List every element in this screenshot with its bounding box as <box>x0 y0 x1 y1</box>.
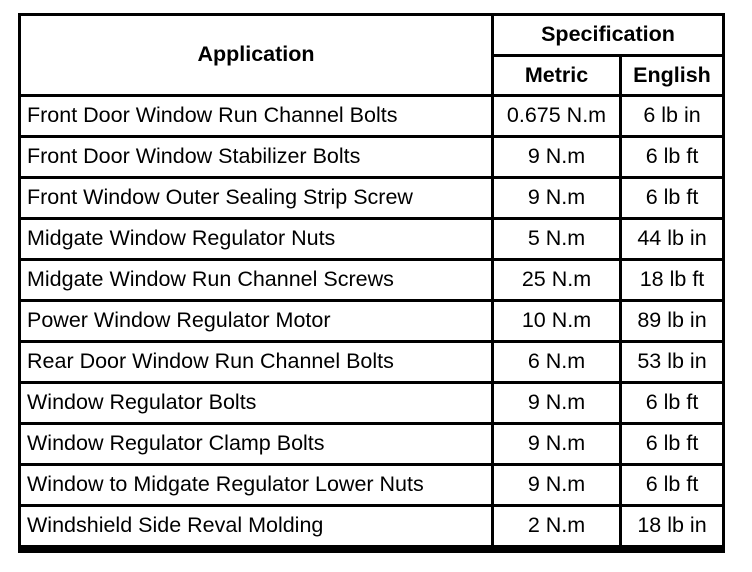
header-application: Application <box>21 16 491 94</box>
english-cell: 53 lb in <box>622 343 722 381</box>
english-cell: 18 lb ft <box>622 261 722 299</box>
application-cell: Window to Midgate Regulator Lower Nuts <box>21 466 491 504</box>
application-cell: Power Window Regulator Motor <box>21 302 491 340</box>
application-cell: Rear Door Window Run Channel Bolts <box>21 343 491 381</box>
application-cell: Front Window Outer Sealing Strip Screw <box>21 179 491 217</box>
english-cell: 44 lb in <box>622 220 722 258</box>
english-cell: 6 lb in <box>622 97 722 135</box>
header-english: English <box>622 57 722 94</box>
metric-cell: 6 N.m <box>494 343 619 381</box>
english-cell: 6 lb ft <box>622 384 722 422</box>
metric-cell: 9 N.m <box>494 384 619 422</box>
metric-cell: 5 N.m <box>494 220 619 258</box>
header-metric: Metric <box>494 57 619 94</box>
metric-cell: 9 N.m <box>494 179 619 217</box>
application-cell: Midgate Window Run Channel Screws <box>21 261 491 299</box>
application-cell: Windshield Side Reval Molding <box>21 507 491 545</box>
application-cell: Midgate Window Regulator Nuts <box>21 220 491 258</box>
english-cell: 6 lb ft <box>622 179 722 217</box>
header-specification: Specification <box>494 16 722 54</box>
specification-table <box>18 13 725 553</box>
metric-cell: 9 N.m <box>494 466 619 504</box>
english-cell: 18 lb in <box>622 507 722 545</box>
english-cell: 6 lb ft <box>622 138 722 176</box>
english-cell: 6 lb ft <box>622 466 722 504</box>
metric-cell: 10 N.m <box>494 302 619 340</box>
metric-cell: 0.675 N.m <box>494 97 619 135</box>
english-cell: 89 lb in <box>622 302 722 340</box>
application-cell: Window Regulator Clamp Bolts <box>21 425 491 463</box>
english-cell: 6 lb ft <box>622 425 722 463</box>
metric-cell: 9 N.m <box>494 138 619 176</box>
application-cell: Front Door Window Run Channel Bolts <box>21 97 491 135</box>
metric-cell: 9 N.m <box>494 425 619 463</box>
application-cell: Front Door Window Stabilizer Bolts <box>21 138 491 176</box>
metric-cell: 2 N.m <box>494 507 619 545</box>
metric-cell: 25 N.m <box>494 261 619 299</box>
application-cell: Window Regulator Bolts <box>21 384 491 422</box>
